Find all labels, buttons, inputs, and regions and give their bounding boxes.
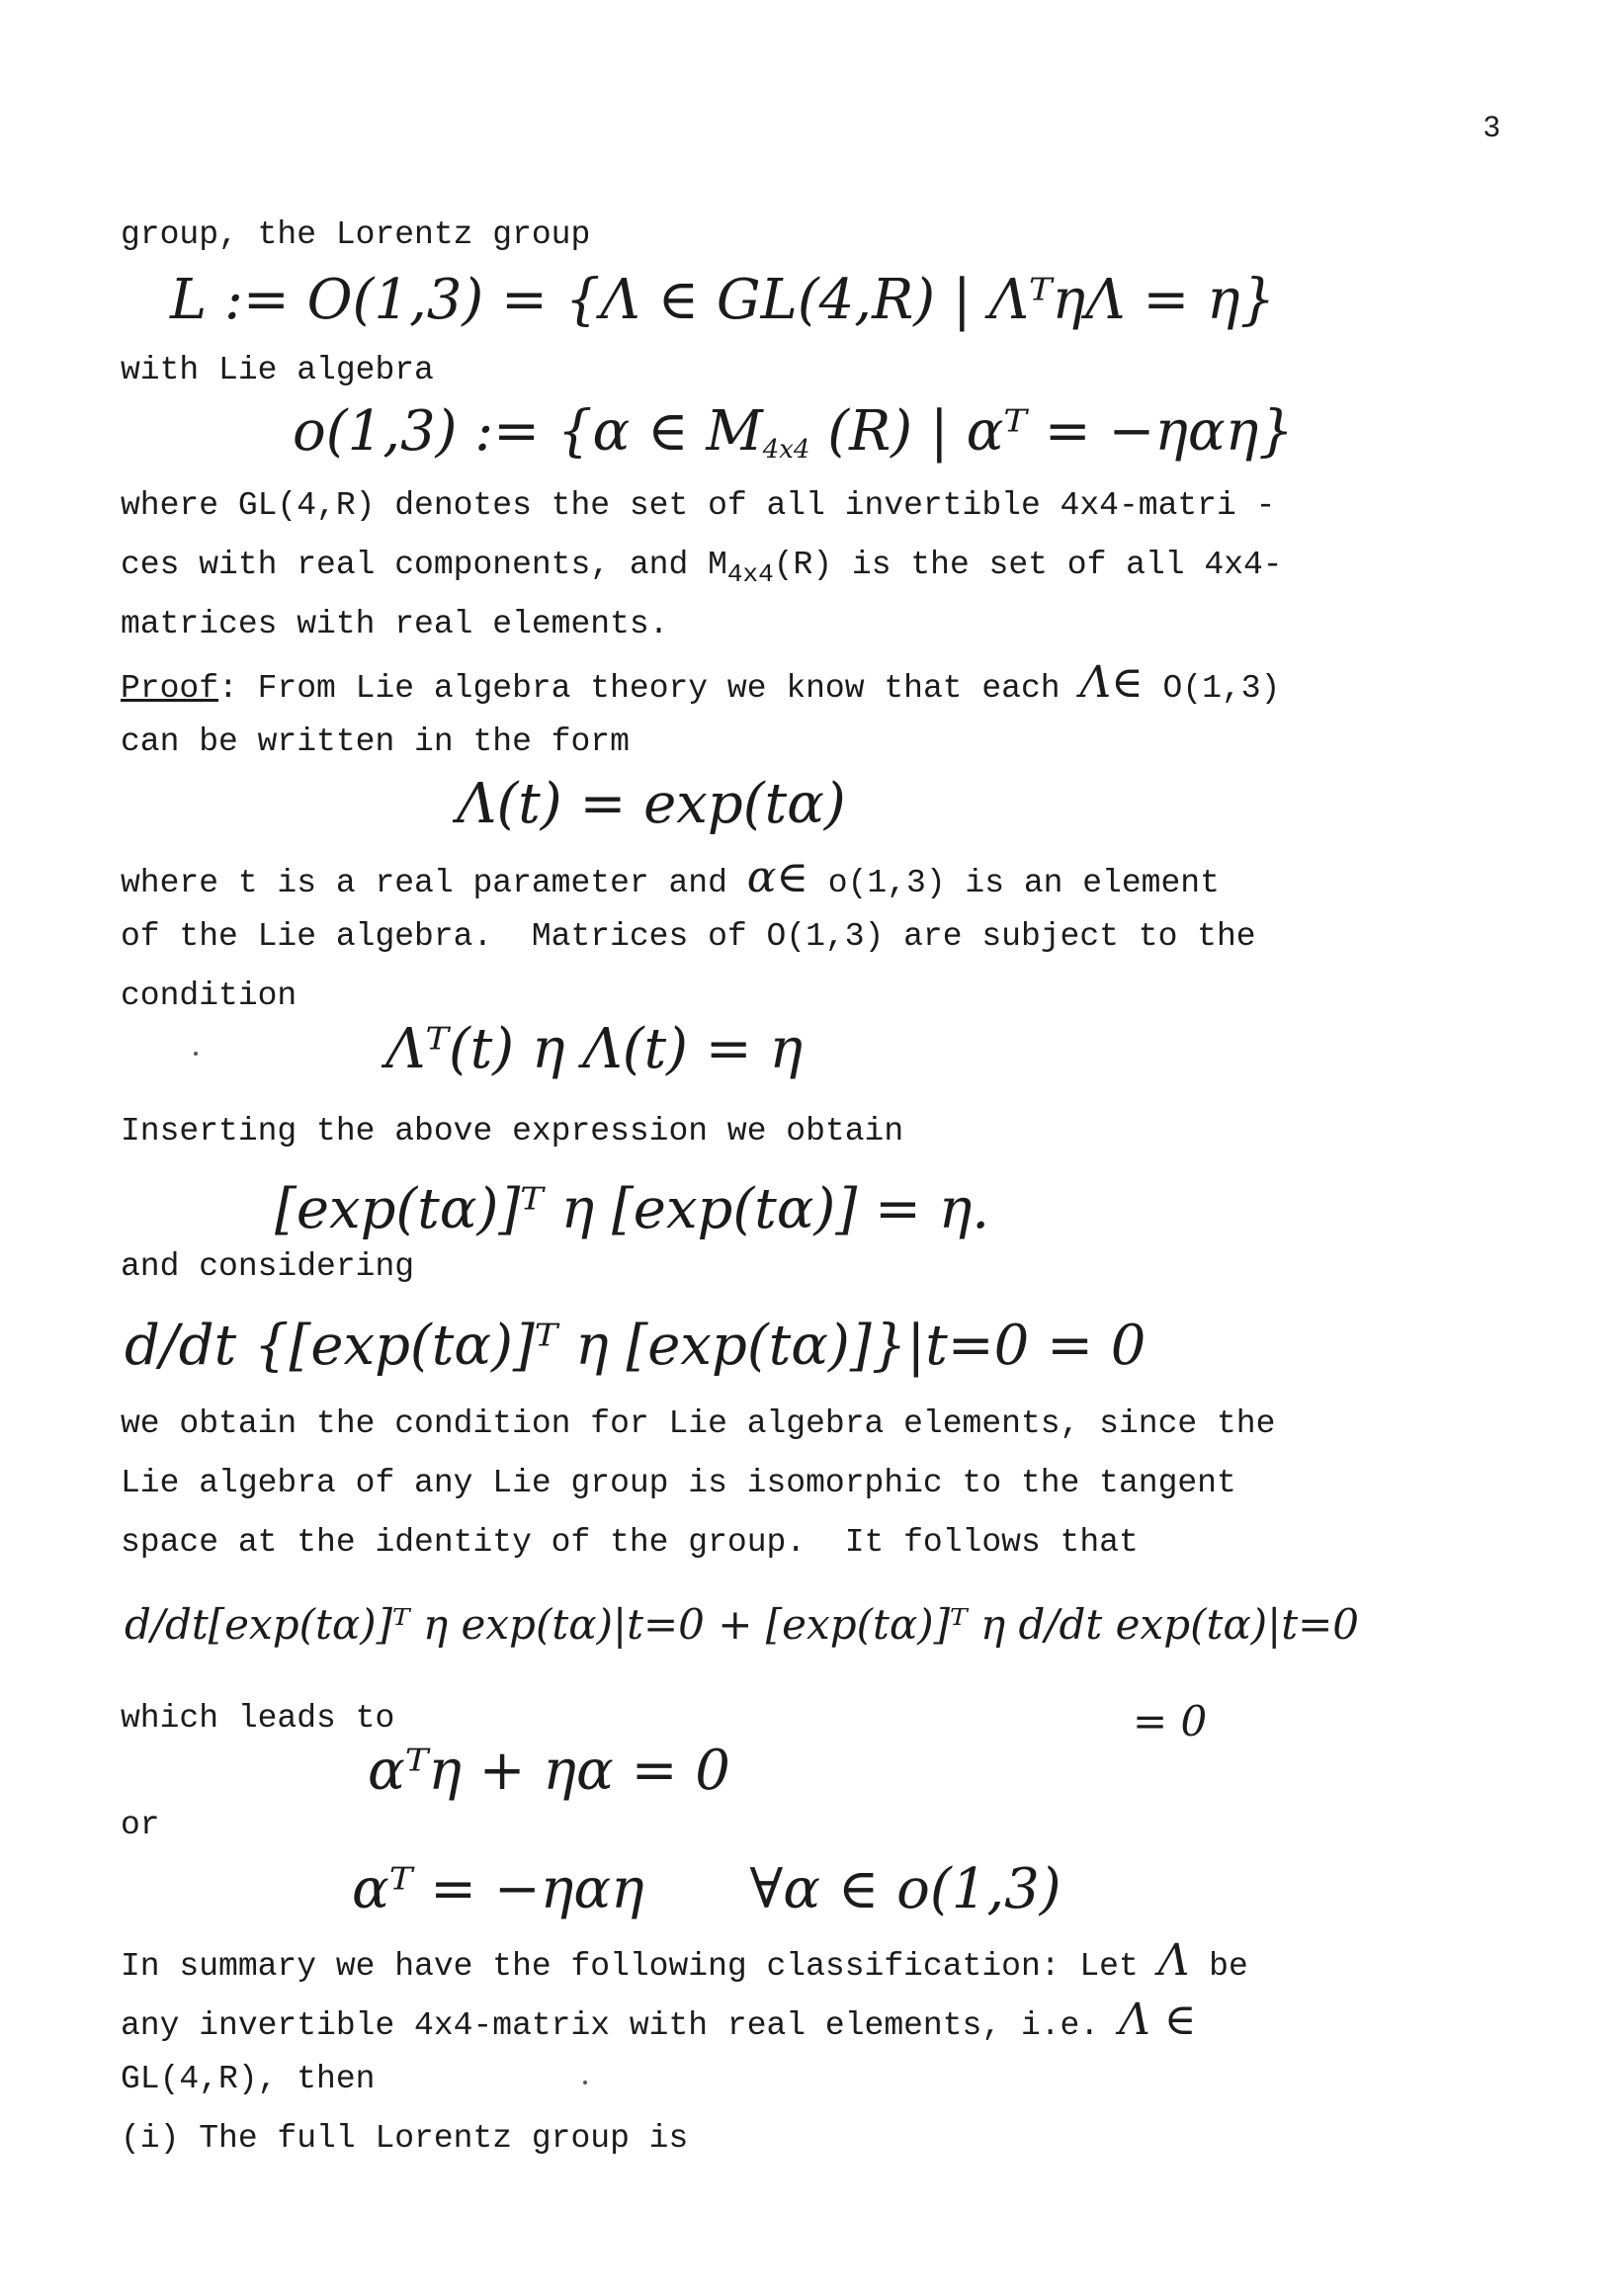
equation-part: o(1,3) := {α ∈ M <box>293 399 763 464</box>
text-line: group, the Lorentz group <box>121 216 591 253</box>
speck <box>583 2081 587 2084</box>
text-part: where t is a real parameter and <box>121 865 747 901</box>
text-line: with Lie algebra <box>121 352 434 388</box>
equation-subscript: 4x4 <box>762 435 810 465</box>
text-part: o(1,3) is an element <box>808 865 1220 901</box>
text-line: which leads to <box>121 1700 395 1737</box>
inline-symbol: Λ ∈ <box>1118 1995 1197 2045</box>
inline-symbol: α∈ <box>746 852 808 902</box>
equation-part: (R) | αᵀ = −ηαη} <box>809 399 1294 464</box>
text-part: (R) is the set of all 4x4- <box>773 547 1283 583</box>
equation-condition: Λᵀ(t) η Λ(t) = η <box>385 1017 804 1081</box>
equation-algebra-condition: αᵀη + ηα = 0 <box>368 1739 730 1803</box>
text-line: Lie algebra of any Lie group is isomorphic to the tangent <box>121 1465 1236 1501</box>
text-line: space at the identity of the group. It follows that <box>121 1524 1139 1561</box>
text-line: and considering <box>121 1248 415 1285</box>
text-line <box>121 546 1283 594</box>
equation-derivative: d/dt {[exp(tα)]ᵀ η [exp(tα)]}|t=0 = 0 <box>125 1314 1146 1378</box>
equation-lie-algebra <box>293 400 1294 481</box>
text-line: matrices with real elements. <box>121 606 669 642</box>
text-line: of the Lie algebra. Matrices of O(1,3) are subject to the <box>121 918 1256 955</box>
text-line: can be written in the form <box>121 723 630 760</box>
text-line <box>121 1935 1248 1987</box>
text-line: Inserting the above expression we obtain <box>121 1113 904 1149</box>
text-part: In summary we have the following classification: Let <box>121 1948 1158 1985</box>
text-part: O(1,3) <box>1143 670 1281 707</box>
text-subscript: 4x4 <box>726 559 774 589</box>
text-line: condition <box>121 978 297 1014</box>
equation-product-rule: d/dt[exp(tα)]ᵀ η exp(tα)|t=0 + [exp(tα)]ᵀ η d/dt exp(tα)|t=0 <box>125 1600 1360 1649</box>
equation-lorentz-group: L := O(1,3) = {Λ ∈ GL(4,R) | ΛᵀηΛ = η} <box>170 268 1276 332</box>
equation-zero: = 0 <box>1133 1697 1208 1745</box>
text-line: we obtain the condition for Lie algebra elements, since the <box>121 1405 1276 1442</box>
text-line: or <box>121 1807 160 1843</box>
text-line <box>121 657 1281 709</box>
text-part: : From Lie algebra theory we know that each <box>218 670 1080 707</box>
inline-symbol: Λ∈ <box>1079 657 1144 708</box>
text-part: any invertible 4x4-matrix with real elements, i.e. <box>121 2007 1119 2044</box>
proof-label: Proof <box>121 670 219 707</box>
inline-symbol: Λ <box>1157 1935 1190 1986</box>
text-line <box>121 1995 1197 2046</box>
page-number: 3 <box>1484 111 1500 143</box>
text-line: (i) The full Lorentz group is <box>121 2120 689 2157</box>
equation-exponential: Λ(t) = exp(tα) <box>457 772 846 836</box>
text-line: where GL(4,R) denotes the set of all invertible 4x4-matri - <box>121 487 1276 524</box>
equation-antisymmetry: αᵀ = −ηαη ∀α ∈ o(1,3) <box>352 1857 1061 1921</box>
equation-inserted: [exp(tα)]ᵀ η [exp(tα)] = η. <box>275 1177 990 1241</box>
speck <box>194 1052 198 1056</box>
text-line <box>121 852 1220 903</box>
text-part: ces with real components, and M <box>121 547 727 583</box>
text-part: be <box>1189 1948 1248 1985</box>
text-line: GL(4,R), then <box>121 2061 376 2097</box>
